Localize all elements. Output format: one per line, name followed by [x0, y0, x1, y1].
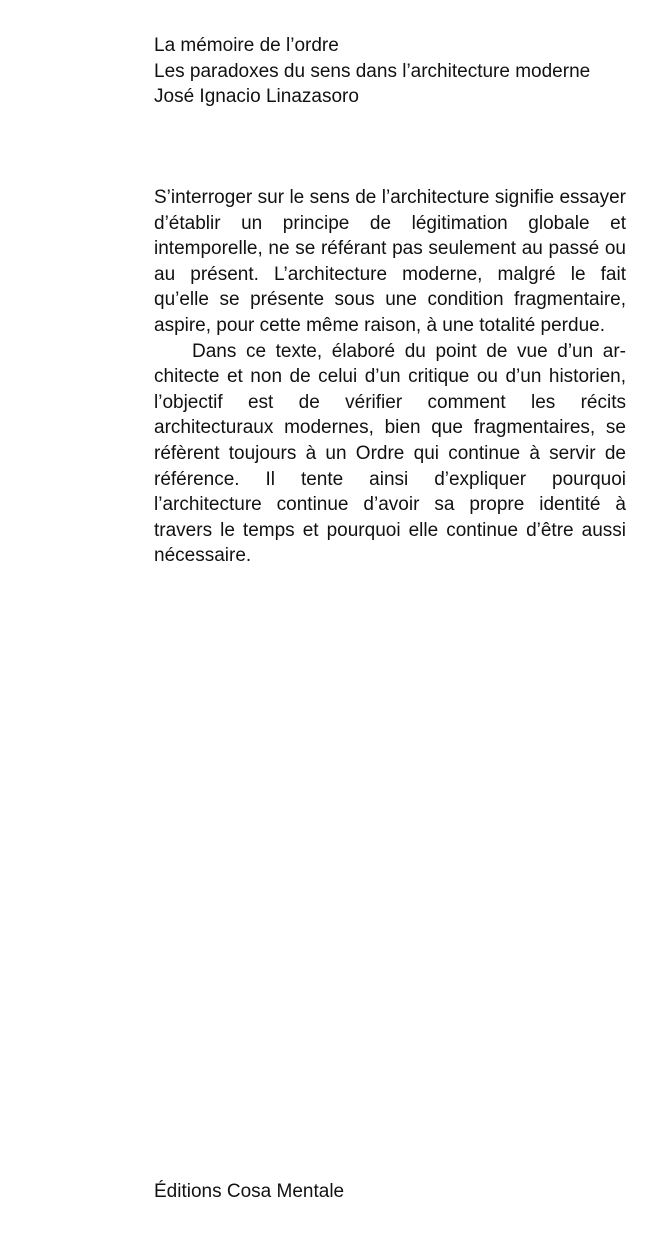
book-title: La mémoire de l’ordre	[154, 35, 339, 56]
book-header	[154, 33, 624, 110]
book-subtitle: Les paradoxes du sens dans l’architecture moderne	[154, 60, 591, 82]
book-author: José Ignacio Linazasoro	[154, 86, 359, 107]
blurb-paragraph-1: S’interroger sur le sens de l’architecture signifie essayer d’établir un principe de légitimation globale et intemporelle, ne se référant pas seulement au passé ou au présent. L’architecture moderne, malgré le fait qu’elle se présente sous une condition fragmentaire, aspire, pour cette même raison, à une totalité perdue.	[154, 187, 626, 336]
blurb-paragraph-2: Dans ce texte, élaboré du point de vue d’un architecte et non de celui d’un critique ou d’un historien, l’objectif est de vérifier comment les récits architecturaux modernes, bien que fragmentaires, se réfèrent toujours à un Ordre qui continue à servir de référence. Il tente ainsi d’expliquer pourquoi l’architecture continue d’avoir sa propre identité à travers le temps et pourquoi elle continue d’être aussi nécessaire.	[154, 340, 626, 567]
publisher-name: Éditions Cosa Mentale	[154, 1181, 345, 1202]
blurb-text	[154, 185, 626, 569]
